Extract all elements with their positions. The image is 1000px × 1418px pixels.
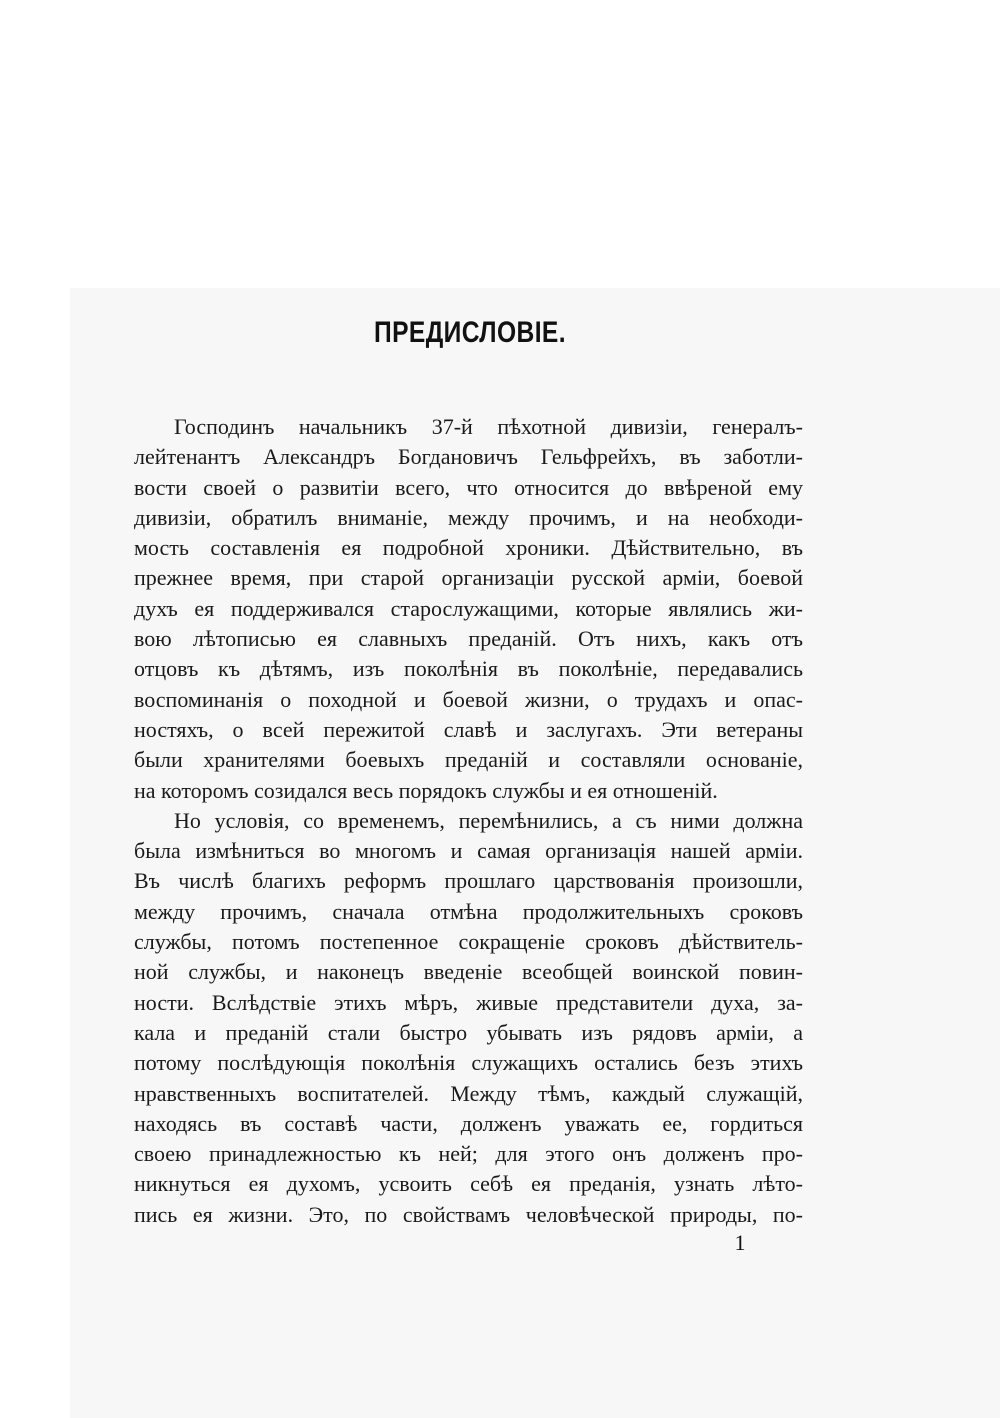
- text-line: нравственныхъ воспитателей. Между тѣмъ, каждый служащій,: [134, 1080, 803, 1106]
- text-line: находясь въ составѣ части, долженъ уважать ее, гордиться: [134, 1110, 803, 1136]
- text-line: ной службы, и наконецъ введеніе всеобщей воинской повин-: [134, 959, 803, 985]
- text-line: были хранителями боевыхъ преданій и составляли основаніе,: [134, 747, 803, 773]
- text-line: духъ ея поддерживался старослужащими, которые являлись жи-: [134, 595, 803, 621]
- text-line: на которомъ созидался весь порядокъ службы и ея отношеній.: [134, 777, 718, 803]
- text-line: Но условія, со временемъ, перемѣнились, а съ ними должна: [174, 807, 803, 833]
- text-line: прежнее время, при старой организаціи русской арміи, боевой: [134, 565, 803, 591]
- text-line: вости своей о развитіи всего, что относится до ввѣреной ему: [134, 474, 803, 500]
- text-line: потому послѣдующія поколѣнія служащихъ остались безъ этихъ: [134, 1050, 803, 1076]
- text-line: вою лѣтописью ея славныхъ преданій. Отъ нихъ, какъ отъ: [134, 626, 803, 652]
- text-line: ности. Вслѣдствіе этихъ мѣръ, живые представители духа, за-: [134, 989, 803, 1015]
- text-line: лейтенантъ Александръ Богдановичъ Гельфрейхъ, въ заботли-: [134, 444, 803, 470]
- text-line: Въ числѣ благихъ реформъ прошлаго царствованія произошли,: [134, 868, 803, 894]
- text-line: никнуться ея духомъ, усвоить себѣ ея преданія, узнать лѣто-: [134, 1171, 803, 1197]
- text-line: дивизіи, обратилъ вниманіе, между прочимъ, и на необходи-: [134, 504, 803, 530]
- text-line: воспоминанія о походной и боевой жизни, о трудахъ и опас-: [134, 686, 803, 712]
- text-line: Господинъ начальникъ 37-й пѣхотной дивизіи, генералъ-: [174, 414, 803, 439]
- page-number: 1: [734, 1230, 746, 1255]
- text-line: пись ея жизни. Это, по свойствамъ человѣческой природы, по-: [134, 1201, 803, 1227]
- text-line: кала и преданій стали быстро убывать изъ рядовъ арміи, а: [134, 1019, 803, 1045]
- text-line: между прочимъ, сначала отмѣна продолжительныхъ сроковъ: [134, 898, 803, 924]
- body-text: [134, 412, 803, 1230]
- text-line: отцовъ къ дѣтямъ, изъ поколѣнія въ поколѣніе, передавались: [134, 656, 803, 682]
- text-line: была измѣниться во многомъ и самая организація нашей арміи.: [134, 838, 803, 864]
- text-line: мость составленія ея подробной хроники. Дѣйствительно, въ: [134, 535, 803, 561]
- page-title: ПРЕДИСЛОВІЕ.: [373, 316, 567, 349]
- text-line: ностяхъ, о всей пережитой славѣ и заслугахъ. Эти ветераны: [134, 716, 803, 742]
- text-line: службы, потомъ постепенное сокращеніе сроковъ дѣйствитель-: [134, 929, 803, 955]
- text-line: своею принадлежностью къ ней; для этого онъ долженъ про-: [134, 1141, 803, 1167]
